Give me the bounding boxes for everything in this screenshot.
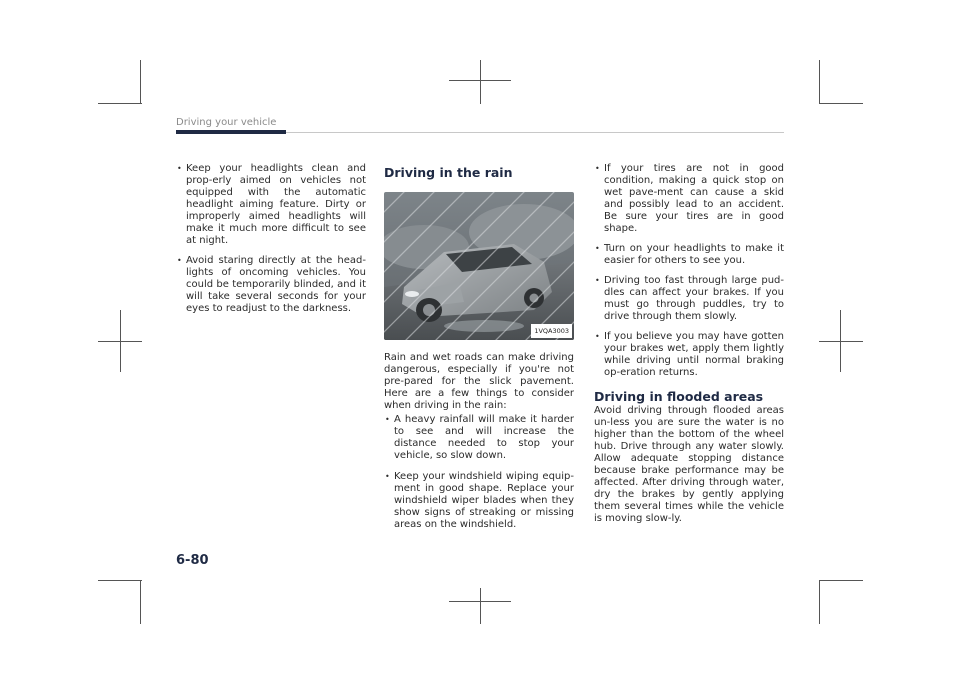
rain-tips-list bbox=[384, 414, 574, 531]
header-bar bbox=[176, 130, 286, 134]
rain-car-illustration bbox=[384, 192, 574, 340]
list-item: • Keep your windshield wiping equip-ment in good shape. Replace your windshield wiper blades when they show signs of streaking or missing areas on the windshield. bbox=[384, 471, 574, 531]
flooded-areas-heading: Driving in flooded areas bbox=[594, 389, 764, 404]
page-number: 6-80 bbox=[176, 553, 209, 568]
rain-heading: Driving in the rain bbox=[384, 165, 513, 180]
list-item: • If you believe you may have gotten your brakes wet, apply them lightly while driving until normal braking op-eration returns. bbox=[594, 331, 784, 379]
figure-code: 1VQA3003 bbox=[531, 324, 572, 338]
list-item: • Avoid staring directly at the head-lights of oncoming vehicles. You could be temporarily blinded, and it will take several seconds for your eyes to readjust to the darkness. bbox=[176, 255, 366, 315]
list-item: • Turn on your headlights to make it easier for others to see you. bbox=[594, 243, 784, 267]
list-item: • Keep your headlights clean and prop-erly aimed on vehicles not equipped with the automatic headlight aiming feature. Dirty or improperly aimed headlights will make it much more difficult to see at night. bbox=[176, 163, 366, 247]
wet-driving-tips-list bbox=[594, 163, 784, 379]
header-rule bbox=[286, 132, 784, 133]
rain-intro: Rain and wet roads can make driving dangerous, especially if you're not pre-pared for the slick pavement. Here are a few things to consider when driving in the rain: bbox=[384, 352, 574, 411]
flooded-areas-paragraph: Avoid driving through flooded areas un-less you are sure the water is no higher than the bottom of the wheel hub. Drive through any water slowly. Allow adequate stopping distance because brake performance may be affected. After driving through water, dry the brakes by gently applying them several times while the vehicle is moving slow-ly. bbox=[594, 405, 784, 524]
middle-column bbox=[384, 165, 574, 540]
left-column bbox=[176, 163, 366, 323]
list-item: • If your tires are not in good condition, making a quick stop on wet pave-ment can cause a skid and possibly lead to an accident. Be sure your tires are in good shape. bbox=[594, 163, 784, 235]
car-in-rain-image bbox=[384, 192, 574, 340]
list-item: • Driving too fast through large pud-dles can affect your brakes. If you must go through puddles, try to drive through them slowly. bbox=[594, 275, 784, 323]
headlight-tips-list bbox=[176, 163, 366, 315]
list-item: • A heavy rainfall will make it harder to see and will increase the distance needed to stop your vehicle, so slow down. bbox=[384, 414, 574, 462]
section-title: Driving your vehicle bbox=[176, 117, 277, 128]
right-column bbox=[594, 163, 784, 525]
